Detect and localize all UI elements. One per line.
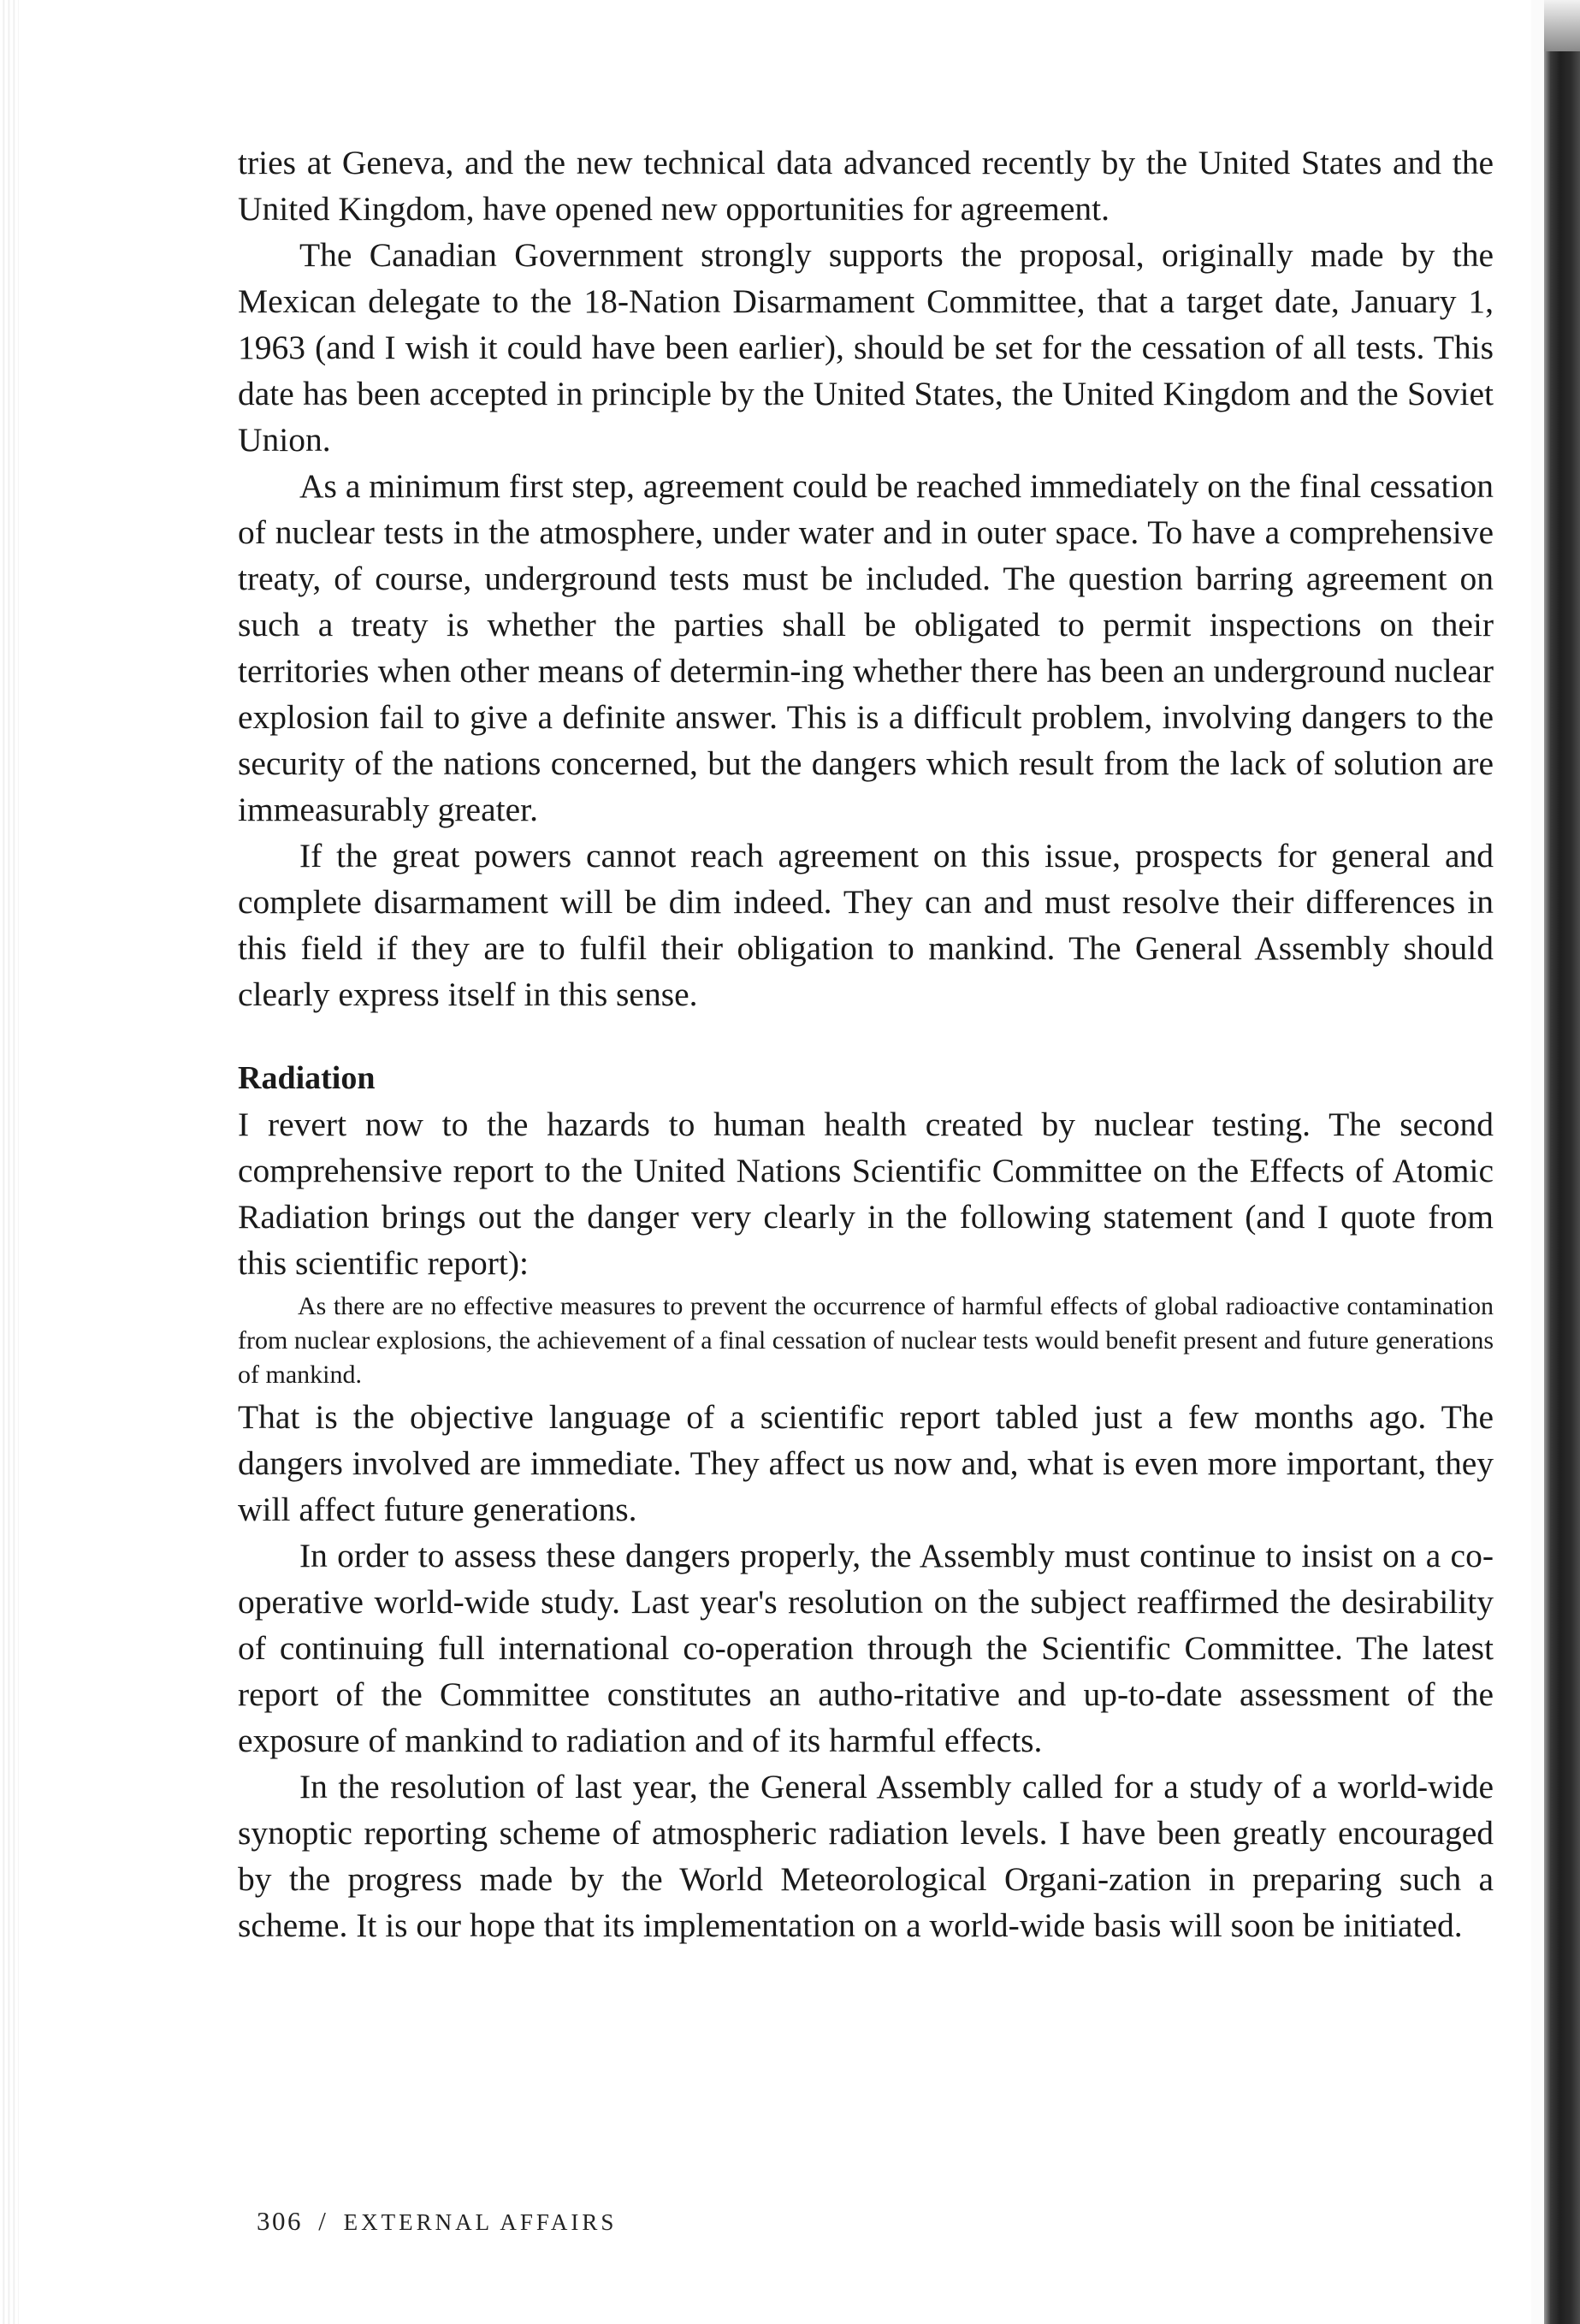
- scan-right-edge: [1544, 0, 1580, 2324]
- section-heading-radiation: Radiation: [238, 1060, 376, 1096]
- paragraph-minimum-first-step: As a minimum first step, agreement could be reached immediately on the final cessation of nuclear tests in the atmosphere, under water and in outer space. To have a comprehensive treaty, of course, underground tests must be included. The question barring agreement on such a treaty is whether the parties shall be obligated to permit inspections on their territories when other means of determin-ing whether there has been an underground nuclear explosion fail to give a definite answer. This is a difficult problem, involving dangers to the security of the nations concerned, but the dangers which result from the lack of solution are immeasurably greater.: [238, 467, 1494, 828]
- paragraph-canadian-government: The Canadian Government strongly supports the proposal, originally made by the Mexican delegate to the 18-Nation Disarmament Committee, that a target date, January 1, 1963 (and I wish it could have been earlier), should be set for the cessation of all tests. This date has been accepted in principle by the United States, the United Kingdom and the Soviet Union.: [238, 236, 1494, 459]
- paragraph-objective-language: That is the objective language of a scientific report tabled just a few months ago. The dangers involved are immediate. They affect us now and, what is even more important, they will affect future generations.: [238, 1398, 1494, 1528]
- page-footer: [257, 2206, 617, 2237]
- page-body: [238, 139, 1494, 1948]
- paragraph-resolution-last-year: In the resolution of last year, the General Assembly called for a study of a world-wide synoptic reporting scheme of atmospheric radiation levels. I have been greatly encouraged by the progress made by the World Meteorological Organi-zation in preparing such a scheme. It is our hope that its implementation on a world-wide basis will soon be initiated.: [238, 1768, 1494, 1944]
- scan-right-edge-top: [1544, 0, 1580, 51]
- paragraph-continued-geneva: tries at Geneva, and the new technical data advanced recently by the United States and the United Kingdom, have opened new opportunities for agreement.: [238, 144, 1494, 228]
- block-quote-scientific-report: As there are no effective measures to prevent the occurrence of harmful effects of global radioactive contamination from nuclear explosions, the achievement of a final cessation of nuclear tests would benefit present and future generations of mankind.: [238, 1292, 1494, 1389]
- publication-name: EXTERNAL AFFAIRS: [343, 2209, 618, 2235]
- footer-separator: /: [318, 2206, 328, 2236]
- scan-left-edge: [0, 0, 19, 2324]
- paragraph-radiation-intro: I revert now to the hazards to human health created by nuclear testing. The second comprehensive report to the United Nations Scientific Committee on the Effects of Atomic Radiation brings out the danger very clearly in the following statement (and I quote from this scientific report):: [238, 1106, 1494, 1282]
- page-number: 306: [257, 2206, 303, 2236]
- paragraph-assess-dangers: In order to assess these dangers properly, the Assembly must continue to insist on a co-operative world-wide study. Last year's resolution on the subject reaffirmed the desirability of continuing full international co-operation through the Scientific Committee. The latest report of the Committee constitutes an autho-ritative and up-to-date assessment of the exposure of mankind to radiation and of its harmful effects.: [238, 1537, 1494, 1759]
- paragraph-great-powers: If the great powers cannot reach agreement on this issue, prospects for general and complete disarmament will be dim indeed. They can and must resolve their differences in this field if they are to fulfil their obligation to mankind. The General Assembly should clearly express itself in this sense.: [238, 837, 1494, 1013]
